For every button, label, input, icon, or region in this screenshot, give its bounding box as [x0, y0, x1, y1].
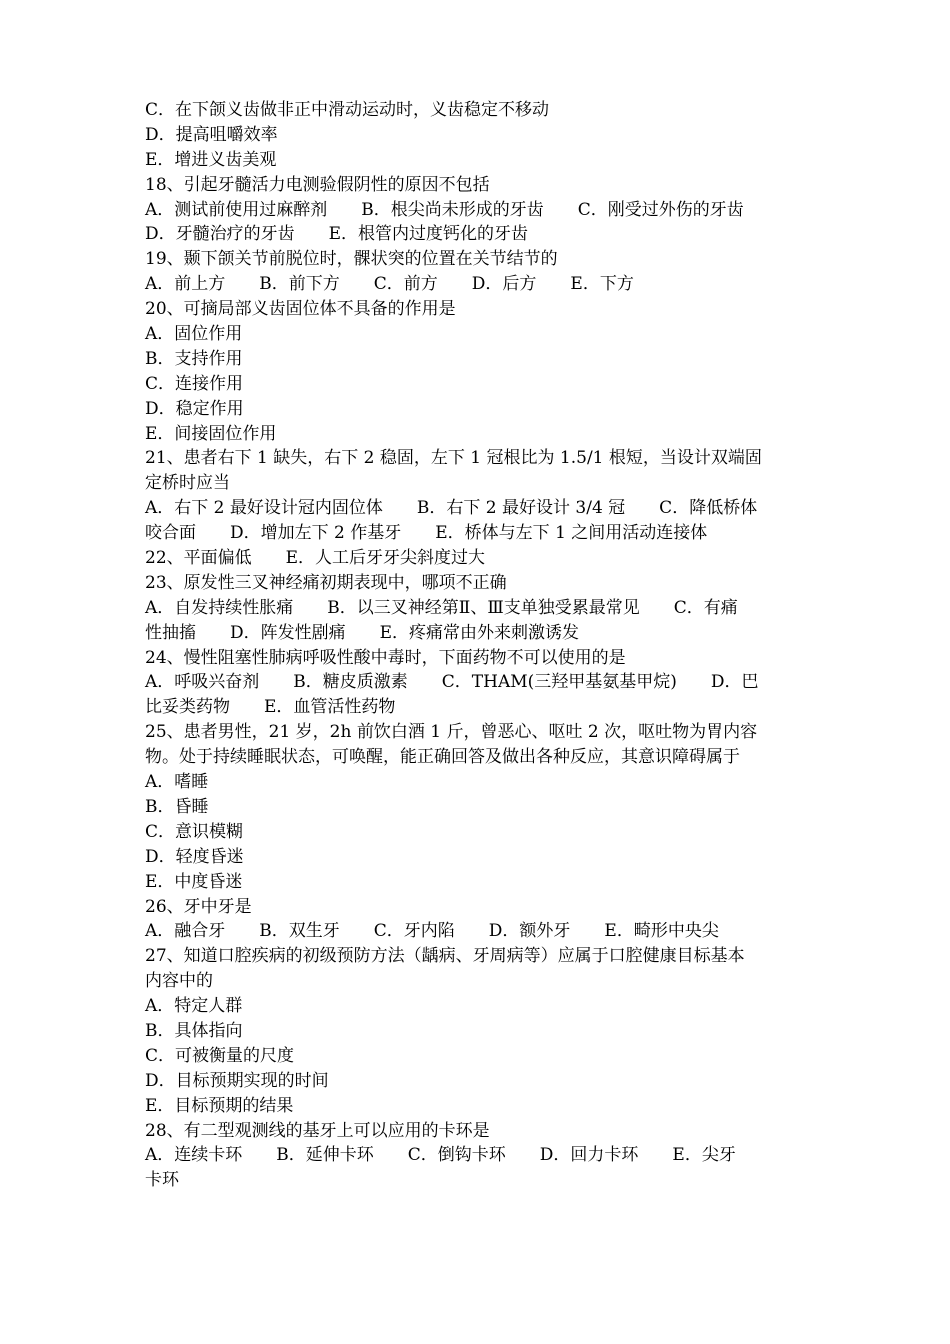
text-line: D．稳定作用	[145, 398, 244, 419]
text-line: E．间接固位作用	[145, 423, 277, 444]
question-21-stem: 21、患者右下 1 缺失，右下 2 稳固，左下 1 冠根比为 1.5/1 根短，当设计双端固	[145, 448, 762, 469]
text-line: 咬合面 D．增加左下 2 作基牙 E．桥体与左下 1 之间用活动连接体	[145, 523, 708, 544]
question-23-stem: 23、原发性三叉神经痛初期表现中，哪项不正确	[145, 572, 507, 593]
text-line: B．昏睡	[145, 796, 209, 817]
text-line: A．自发持续性胀痛 B．以三叉神经第Ⅱ、Ⅲ支单独受累最常见 C．有痛	[145, 597, 738, 618]
text-line: E．中度昏迷	[145, 871, 243, 892]
question-27-stem: 27、知道口腔疾病的初级预防方法（龋病、牙周病等）应属于口腔健康目标基本	[145, 946, 745, 967]
question-26-stem: 26、牙中牙是	[145, 896, 252, 917]
text-line: 卡环	[145, 1170, 179, 1191]
text-line: C．在下颌义齿做非正中滑动运动时，义齿稳定不移动	[145, 100, 550, 120]
question-18-stem: 18、引起牙髓活力电测验假阴性的原因不包括	[145, 174, 490, 195]
text-line: A．嗜睡	[145, 772, 209, 793]
text-line: A．测试前使用过麻醉剂 B．根尖尚未形成的牙齿 C．刚受过外伤的牙齿	[145, 199, 744, 220]
question-28-stem: 28、有二型观测线的基牙上可以应用的卡环是	[145, 1120, 490, 1141]
text-line: C．连接作用	[145, 373, 244, 394]
text-line: A．固位作用	[145, 324, 243, 345]
text-line: A．右下 2 最好设计冠内固位体 B．右下 2 最好设计 3/4 冠 C．降低桥体	[145, 498, 758, 519]
text-line: D．提高咀嚼效率	[145, 124, 278, 145]
text-line: 比妥类药物 E．血管活性药物	[145, 697, 396, 718]
question-20-stem: 20、可摘局部义齿固位体不具备的作用是	[145, 299, 456, 320]
question-24-stem: 24、慢性阻塞性肺病呼吸性酸中毒时，下面药物不可以使用的是	[145, 647, 626, 668]
text-line: B．支持作用	[145, 348, 243, 369]
text-line: A．融合牙 B．双生牙 C．牙内陷 D．额外牙 E．畸形中央尖	[145, 921, 719, 942]
text-line: E．增进义齿美观	[145, 149, 277, 170]
text-line: 物。处于持续睡眠状态，可唤醒，能正确回答及做出各种反应，其意识障碍属于	[145, 747, 740, 768]
text-line: A．特定人群	[145, 996, 243, 1017]
text-line: A．呼吸兴奋剂 B．糖皮质激素 C．THAM(三羟甲基氨基甲烷) D．巴	[145, 672, 759, 693]
text-line: 定桥时应当	[145, 473, 230, 494]
text-line: E．目标预期的结果	[145, 1095, 294, 1116]
text-line: D．目标预期实现的时间	[145, 1070, 329, 1091]
text-line: A．前上方 B．前下方 C．前方 D．后方 E．下方	[145, 274, 634, 295]
text-line: 内容中的	[145, 971, 213, 992]
text-line: B．具体指向	[145, 1020, 243, 1041]
text-line: D．牙髓治疗的牙齿 E．根管内过度钙化的牙齿	[145, 224, 529, 245]
text-line: 性抽搐 D．阵发性剧痛 E．疼痛常由外来刺激诱发	[145, 622, 580, 643]
text-line: C．可被衡量的尺度	[145, 1045, 295, 1066]
question-19-stem: 19、颞下颌关节前脱位时，髁状突的位置在关节结节的	[145, 249, 558, 270]
document-page	[145, 98, 817, 1193]
text-line: C．意识模糊	[145, 821, 244, 842]
text-line: A．连续卡环 B．延伸卡环 C．倒钩卡环 D．回力卡环 E．尖牙	[145, 1145, 736, 1166]
question-25-stem: 25、患者男性，21 岁，2h 前饮白酒 1 斤，曾恶心、呕吐 2 次，呕吐物为胃内容	[145, 722, 758, 743]
question-22-stem: 22、平面偏低 E．人工后牙牙尖斜度过大	[145, 548, 486, 569]
text-line: D．轻度昏迷	[145, 846, 244, 867]
